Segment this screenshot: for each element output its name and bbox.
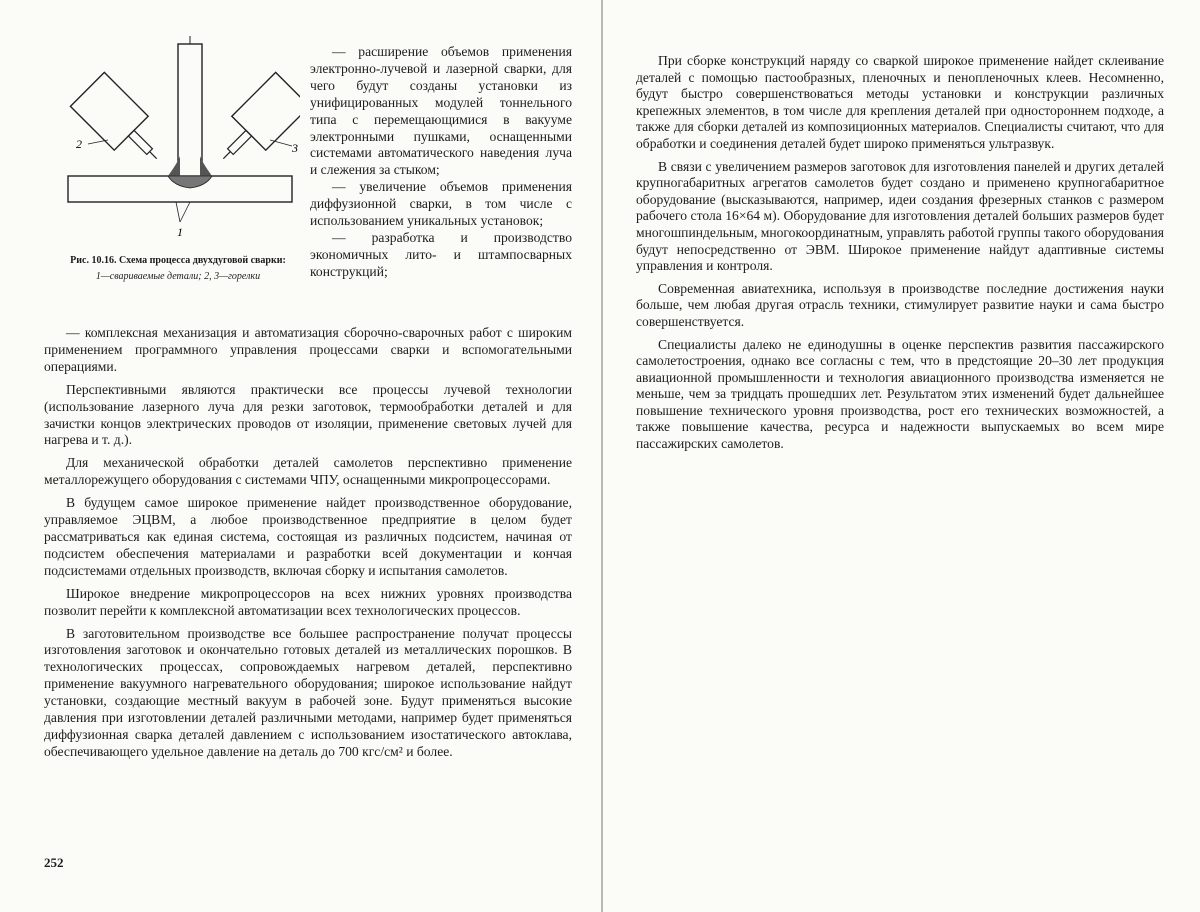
list-item: — увеличение объемов применения диффузионной сварки, в том числе с использованием уникальных установок; — [310, 179, 572, 229]
page-number: 252 — [44, 855, 64, 870]
figure-caption — [56, 254, 300, 283]
paragraph: Современная авиатехника, используя в производстве последние достижения науки больше, чем любая другая отрасль техники, стимулирует развитие науки и сама быстро совершенствуется. — [636, 280, 1164, 329]
paragraph: — комплексная механизация и автоматизация сборочно-сварочных работ с широким применением программного управления процессами сварки и вспомогательными операциями. — [44, 325, 572, 374]
paragraph: При сборке конструкций наряду со сваркой широкое применение найдет склеивание деталей с помощью пастообразных, пленочных и пенопленочных клеев. Несомненно, будут быстро совершенствоваться методы установки и конструкции различных крепежных элементов, в том числе для крепления деталей при одностороннем подходе, а также для сборки деталей из композиционных материалов. Специалисты считают, что для обработки и соединения деталей будет широко применяться ультразвук. — [636, 53, 1164, 151]
figure-caption-legend: 1—свариваемые детали; 2, 3—горелки — [95, 271, 261, 282]
paragraph: Для механической обработки деталей самолетов перспективно применение металлорежущего оборудования с системами ЧПУ, оснащенными микропроцессорами. — [44, 455, 572, 488]
paragraph: Специалисты далеко не единодушны в оценке перспектив развития пассажирского самолетостроения, однако все согласны с тем, что в предстоящие 20–30 лет продукция авиационной промышленности и технология авиационного производства изменяется не меньше, чем за тридцать прошедших лет. Результатом этих изменений будет дальнейшее повышение технического уровня производства, рост его технических возможностей, а также повышение качества, ресурса и надежности выпускаемых во всем мире пассажирских самолетов. — [636, 336, 1164, 452]
paragraph: В будущем самое широкое применение найдет производственное оборудование, управляемое ЭЦВМ, а любое производственное предприятие в целом будет рассматриваться как единая система, состоящая из различных подсистем, начиная от подсистем обеспечения материалами и разработки всей документации и кончая подсистемами отдельных производств, включая сборку и испытания самолетов. — [44, 495, 572, 578]
paragraph: В связи с увеличением размеров заготовок для изготовления панелей и других деталей крупногабаритных агрегатов самолетов будет создано и применено крупногабаритное оборудование (высказываются, например, идеи создания фрезерных станков с размером рабочего стола 16×64 м). Оборудование для изготовления деталей больших размеров будет многошпиндельным, многокоординатным, управлять работой группы такого оборудования будут непосредственно от ЭВМ. Широкое применение найдут адаптивные системы управления и контроля. — [636, 158, 1164, 274]
right-page-body — [636, 53, 1164, 459]
welding-diagram — [56, 36, 300, 256]
page-gutter — [601, 0, 603, 912]
paragraph: Перспективными являются практически все процессы лучевой технологии (использование лазерного луча для резки заготовок, термообработки деталей и для зачистки концов электрических проводов от изоляции, применение световых лучей для нагрева и т. д.). — [44, 381, 572, 448]
list-item: — разработка и производство экономичных лито- и штампосварных конструкций; — [310, 229, 572, 279]
list-item: — расширение объемов применения электронно-лучевой и лазерной сварки, для чего будут созданы установки из унифицированных модулей тоннельного типа с перемещающимися в вакууме электронными пушками, оснащенными системами автоматического наведения луча и слежения за стыком; — [310, 44, 572, 178]
paragraph: Широкое внедрение микропроцессоров на всех нижних уровнях производства позволит перейти к комплексной автоматизации всех технологических процессов. — [44, 585, 572, 618]
paragraph: В заготовительном производстве все большее распространение получат процессы изготовления заготовок и окончательно готовых деталей из металлических порошков. В технологических процессах, сопровождаемых нагревом деталей, перспективно применение вакуумного нагревательного оборудования; широкое использование найдут установки, создающие местный вакуум в рабочей зоне. Будут применяться высокие давления при изготовлении деталей различными методами, например будет применяться диффузионная сварка деталей давлением с использованием изостатического автоклава, обеспечивающего удельное давление на деталь до 700 кгс/см² и более. — [44, 625, 572, 759]
figure-label-1: 1 — [177, 225, 183, 239]
right-page — [604, 0, 1200, 912]
welding-figure — [56, 36, 300, 256]
figure-label-3: 3 — [292, 141, 298, 155]
text-beside-figure — [310, 44, 572, 281]
left-page-body — [44, 325, 572, 767]
figure-label-2: 2 — [76, 137, 82, 151]
figure-caption-title: Рис. 10.16. Схема процесса двухдуговой сварки: — [70, 255, 286, 266]
